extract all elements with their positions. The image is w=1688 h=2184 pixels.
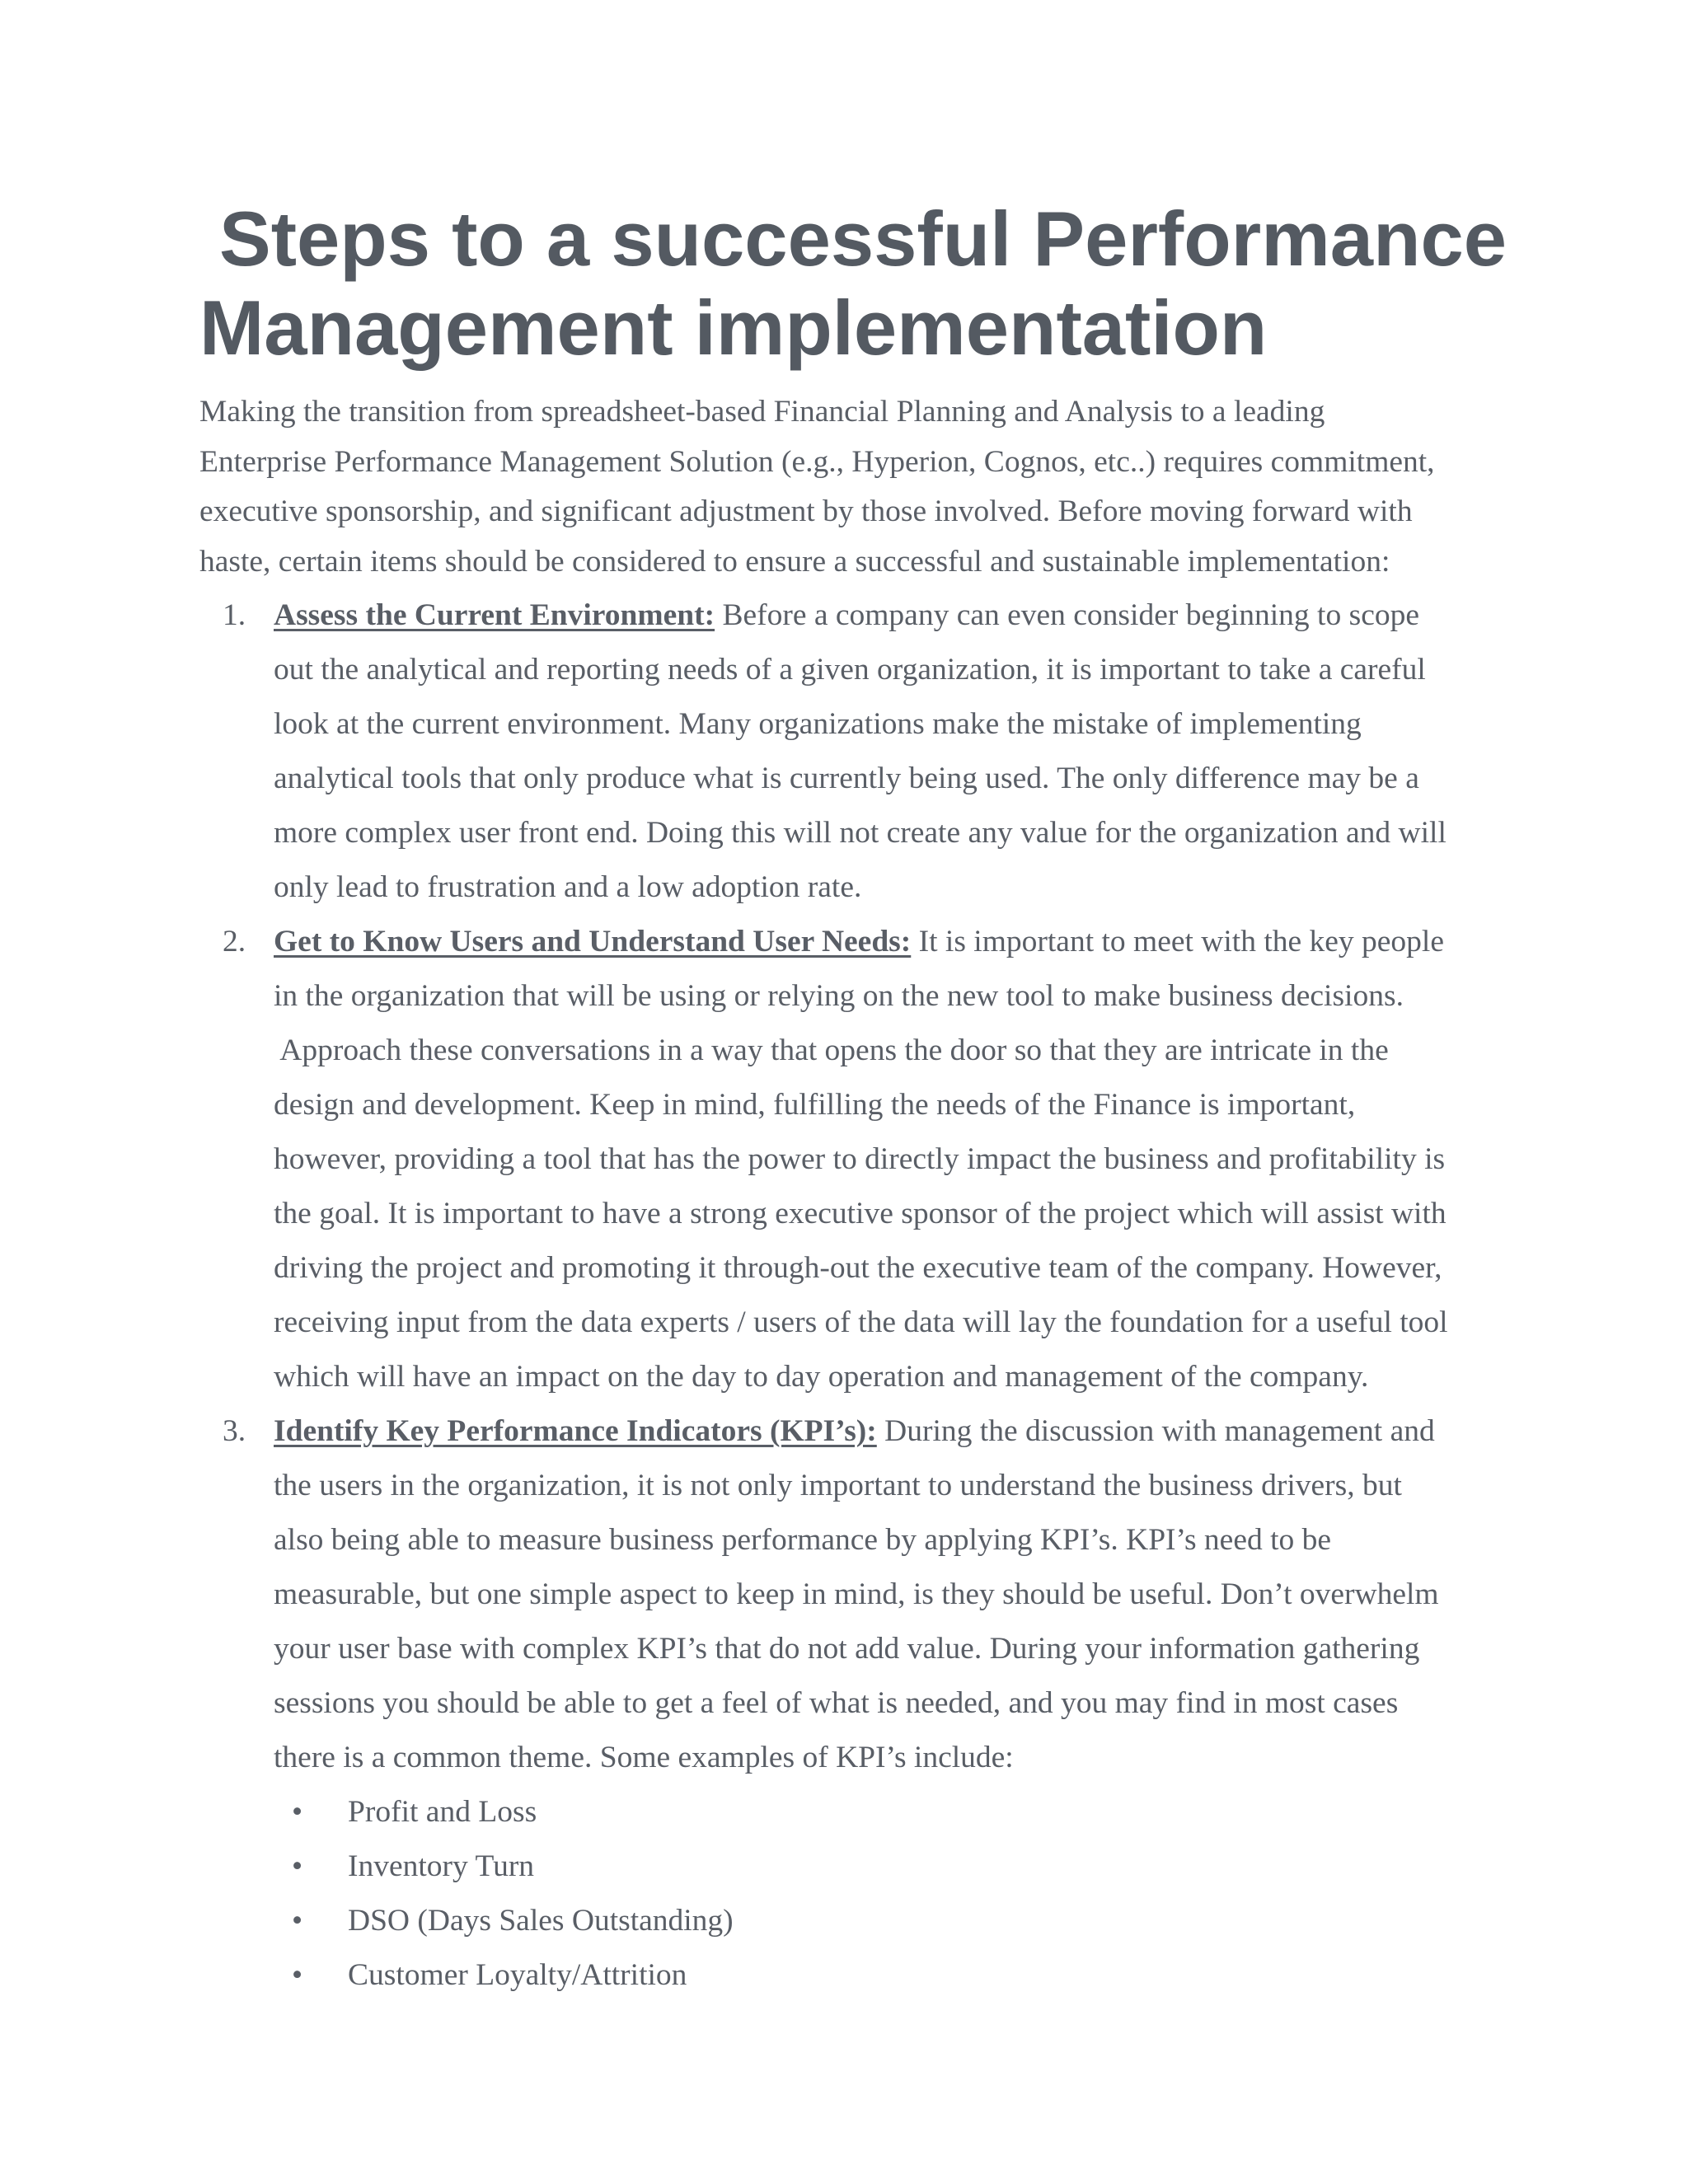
step-first-line-text: It is important to meet with the key people xyxy=(911,925,1444,958)
intro-paragraph xyxy=(199,387,1518,587)
step-first-line xyxy=(274,588,1551,643)
kpi-label: Customer Loyalty/Attrition xyxy=(348,1958,687,1992)
step-line: your user base with complex KPI’s that do not add value. During your information gathering xyxy=(274,1632,1420,1666)
bullet-icon: • xyxy=(292,1904,303,1938)
step-first-line xyxy=(274,915,1551,969)
step-line: driving the project and promoting it through-out the executive team of the company. However, xyxy=(274,1251,1442,1285)
step-line: sessions you should be able to get a feel of what is needed, and you may find in most cases xyxy=(274,1686,1399,1720)
kpi-list-item xyxy=(274,1948,1551,2003)
step-line: analytical tools that only produce what is currently being used. The only difference may be a xyxy=(274,762,1419,795)
kpi-label: DSO (Days Sales Outstanding) xyxy=(348,1904,734,1938)
step-number: 3. xyxy=(223,1414,246,1448)
intro-line: Making the transition from spreadsheet-based Financial Planning and Analysis to a leading xyxy=(199,395,1325,429)
step-line: the users in the organization, it is not only important to understand the business drivers, but xyxy=(274,1469,1402,1502)
step-first-line xyxy=(274,1404,1551,1459)
bullet-icon: • xyxy=(292,1849,303,1883)
step-line: receiving input from the data experts / users of the data will lay the foundation for a useful tool xyxy=(274,1305,1448,1339)
kpi-label: Inventory Turn xyxy=(348,1849,535,1883)
intro-line: Enterprise Performance Management Solution (e.g., Hyperion, Cognos, etc..) requires commitment, xyxy=(199,444,1435,479)
step-heading: Identify Key Performance Indicators (KPI’s): xyxy=(274,1414,877,1448)
step-line: however, providing a tool that has the power to directly impact the business and profitability is xyxy=(274,1142,1446,1176)
step-line: there is a common theme. Some examples of KPI’s include: xyxy=(274,1741,1014,1774)
step-number: 1. xyxy=(223,598,246,632)
step-item-assess-environment xyxy=(199,588,1551,915)
kpi-list-item xyxy=(274,1785,1551,1840)
kpi-label: Profit and Loss xyxy=(348,1795,537,1829)
step-line: look at the current environment. Many organizations make the mistake of implementing xyxy=(274,707,1362,741)
step-heading: Get to Know Users and Understand User Needs: xyxy=(274,925,912,958)
step-item-identify-kpis xyxy=(199,1404,1551,2003)
kpi-list-item xyxy=(274,1840,1551,1894)
bullet-icon: • xyxy=(292,1795,303,1829)
kpi-list-item xyxy=(274,1894,1551,1948)
step-line: also being able to measure business performance by applying KPI’s. KPI’s need to be xyxy=(274,1523,1332,1557)
step-line: design and development. Keep in mind, fulfilling the needs of the Finance is important, xyxy=(274,1088,1356,1122)
step-line: out the analytical and reporting needs of a given organization, it is important to take a careful xyxy=(274,653,1426,687)
steps-list xyxy=(199,588,1551,2003)
step-line: in the organization that will be using or relying on the new tool to make business decisions. xyxy=(274,979,1404,1013)
step-heading: Assess the Current Environment: xyxy=(274,598,715,632)
step-line: only lead to frustration and a low adoption rate. xyxy=(274,870,862,904)
step-first-line-text: Before a company can even consider beginning to scope xyxy=(715,598,1419,632)
page-title-line-1: Steps to a successful Performance xyxy=(219,195,1507,282)
page-title-line-2: Management implementation xyxy=(199,284,1268,371)
intro-line: executive sponsorship, and significant adjustment by those involved. Before moving forward with xyxy=(199,494,1413,528)
step-line: Approach these conversations in a way that opens the door so that they are intricate in the xyxy=(274,1033,1389,1067)
step-item-know-users xyxy=(199,915,1551,1404)
step-line: the goal. It is important to have a strong executive sponsor of the project which will assist with xyxy=(274,1197,1447,1230)
step-line: which will have an impact on the day to day operation and management of the company. xyxy=(274,1360,1369,1394)
kpi-examples-list xyxy=(274,1785,1551,2003)
page-title xyxy=(199,194,1551,373)
step-number: 2. xyxy=(223,925,246,958)
intro-line: haste, certain items should be considered to ensure a successful and sustainable implementation: xyxy=(199,544,1390,579)
step-first-line-text: During the discussion with management and xyxy=(876,1414,1435,1448)
step-line: more complex user front end. Doing this will not create any value for the organization and will xyxy=(274,816,1447,850)
bullet-icon: • xyxy=(292,1958,303,1992)
step-line: measurable, but one simple aspect to keep in mind, is they should be useful. Don’t overwhelm xyxy=(274,1577,1439,1611)
